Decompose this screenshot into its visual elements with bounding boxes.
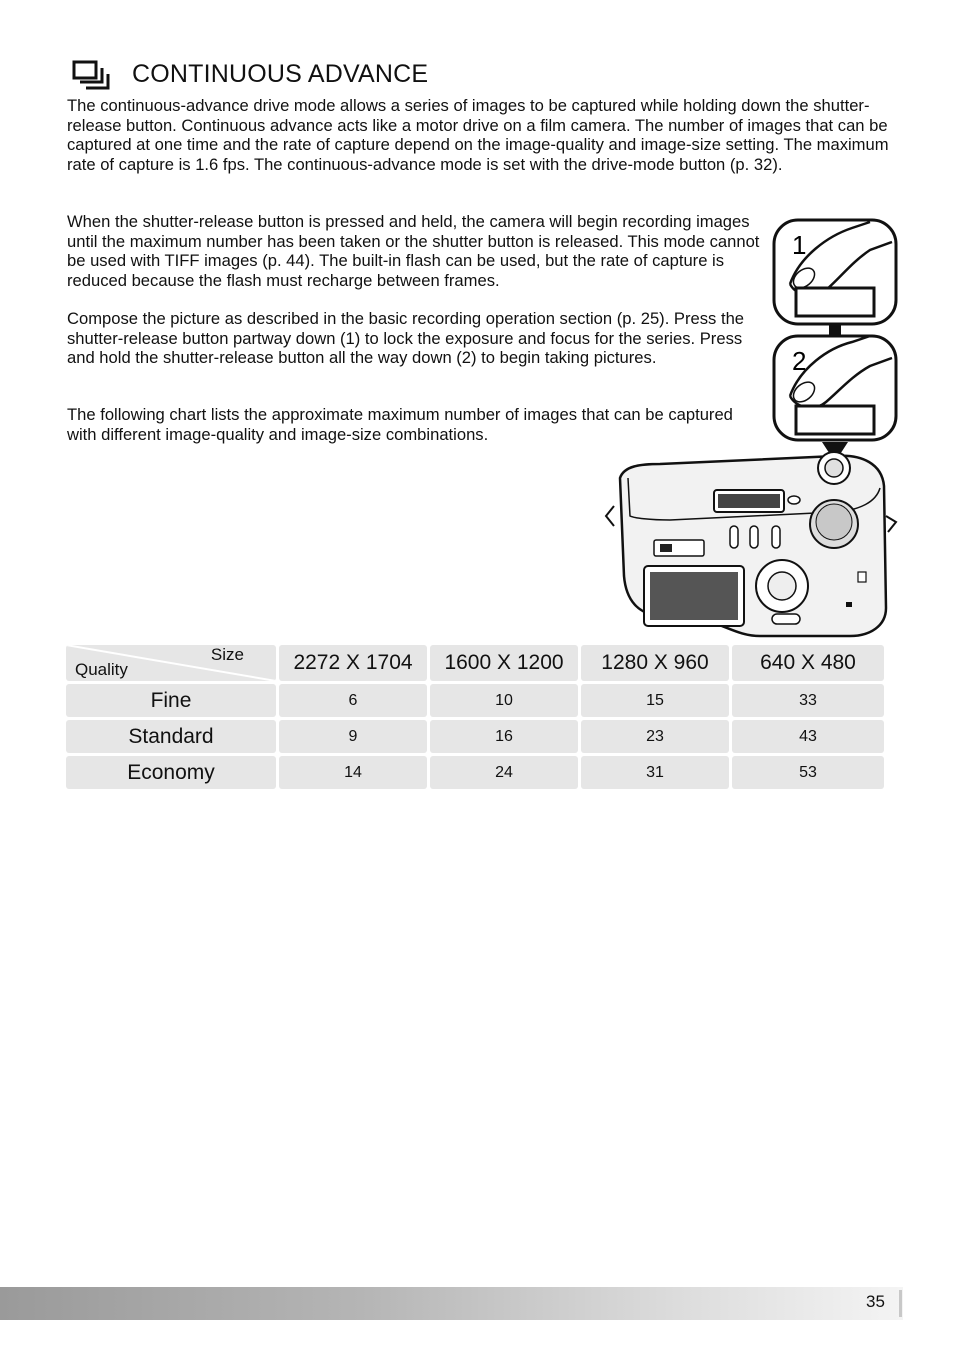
continuous-advance-icon — [72, 60, 112, 92]
camera-top-icon — [606, 452, 896, 636]
footer-bar — [0, 1287, 903, 1320]
page-title: CONTINUOUS ADVANCE — [132, 60, 429, 88]
table-cell: 33 — [732, 684, 884, 717]
chart-header-row — [66, 645, 890, 681]
step2-label: 2 — [792, 346, 807, 376]
table-cell: 10 — [430, 684, 578, 717]
column-header: 1280 X 960 — [581, 645, 729, 681]
table-cell: 16 — [430, 720, 578, 753]
table-cell: 24 — [430, 756, 578, 789]
chart-corner-cell — [66, 645, 276, 681]
step1-label: 1 — [792, 230, 807, 260]
row-label: Fine — [66, 684, 276, 717]
table-cell: 9 — [279, 720, 427, 753]
table-cell: 14 — [279, 756, 427, 789]
paragraph-intro: The continuous-advance drive mode allows a series of images to be captured while holding down the shutter-release button. Continuous advance acts like a motor drive on a film camera. The number of images that can be captured at one time and the rate of capture depend on the image-quality and image-size setting. The maximum rate of capture is 1.6 fps. The continuous-advance mode is set with the drive-mode button (p. 32). — [67, 96, 889, 174]
column-header: 2272 X 1704 — [279, 645, 427, 681]
capture-chart — [66, 645, 890, 792]
table-cell: 15 — [581, 684, 729, 717]
paragraph-compose: Compose the picture as described in the basic recording operation section (p. 25). Press the shutter-release button partway down (1) to lock the exposure and focus for the series. Press and hold the shutter-release button all the way down (2) to begin taking pictures. — [67, 309, 745, 367]
table-cell: 53 — [732, 756, 884, 789]
paragraph-recording: When the shutter-release button is pressed and held, the camera will begin recording images until the maximum number has been taken or the shutter button is released. This mode cannot be used with TIFF images (p. 44). The built-in flash can be used, but the rate of capture is reduced because the flash must recharge between frames. — [67, 212, 760, 290]
corner-quality-label: Quality — [75, 660, 128, 679]
table-cell: 23 — [581, 720, 729, 753]
table-cell: 31 — [581, 756, 729, 789]
table-cell: 43 — [732, 720, 884, 753]
shutter-illustration — [600, 216, 900, 641]
chart-row-fine — [66, 684, 890, 717]
paragraph-chart-intro: The following chart lists the approximate maximum number of images that can be captured with different image-quality and image-size combinations. — [67, 405, 733, 444]
row-label: Standard — [66, 720, 276, 753]
page-number: 35 — [866, 1292, 885, 1311]
column-header: 640 X 480 — [732, 645, 884, 681]
chart-row-economy — [66, 756, 890, 789]
column-header: 1600 X 1200 — [430, 645, 578, 681]
chart-row-standard — [66, 720, 890, 753]
corner-size-label: Size — [210, 645, 244, 664]
step1-panel — [774, 220, 896, 324]
table-cell: 6 — [279, 684, 427, 717]
row-label: Economy — [66, 756, 276, 789]
footer-divider — [899, 1290, 902, 1317]
step2-panel — [774, 336, 896, 440]
